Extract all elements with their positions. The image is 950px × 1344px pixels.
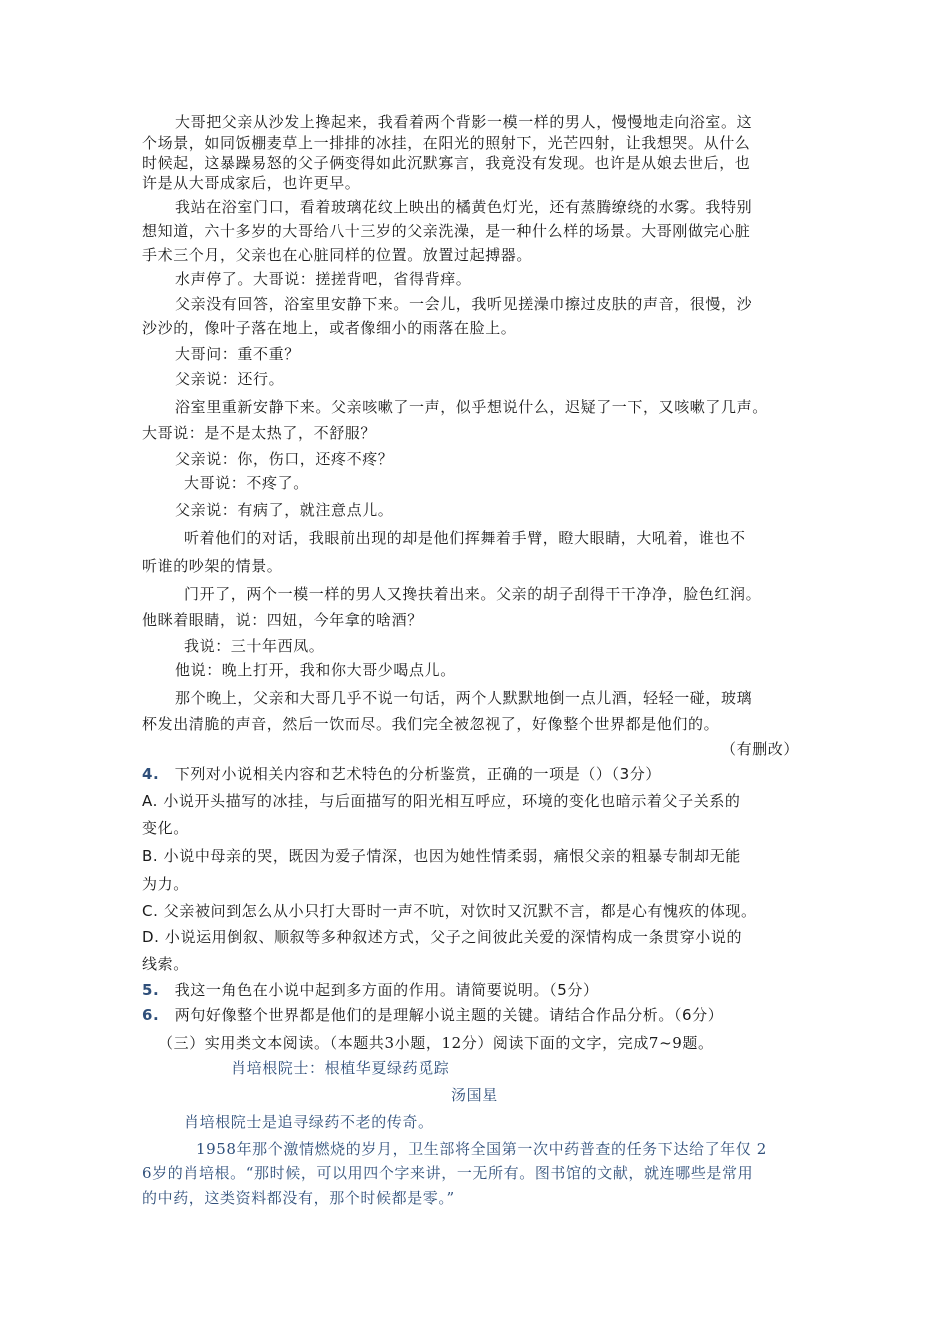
q4-option-d-line2: 线索。 [142,955,189,973]
story-note: （有删改） [721,740,800,758]
q4-text: 下列对小说相关内容和艺术特色的分析鉴赏，正确的一项是（）（3分） [174,765,661,783]
story-p15-line2: 杯发出清脆的声音，然后一饮而尽。我们完全被忽视了，好像整个世界都是他们的。 [142,715,720,733]
story-p3: 水声停了。大哥说：搓搓背吧，省得背痒。 [175,270,472,288]
article-title: 肖培根院士：根植华夏绿药觅踪 [231,1059,450,1077]
story-p7-line1: 浴室里重新安静下来。父亲咳嗽了一声，似乎想说什么，迟疑了一下，又咳嗽了几声。 [175,398,768,416]
article-p2-line3: 的中药，这类资料都没有，那个时候都是零。” [142,1189,455,1207]
story-p14: 他说：晚上打开，我和你大哥少喝点儿。 [175,661,456,679]
story-p1-line3: 时候起，这暴躁易怒的父子俩变得如此沉默寡言，我竟没有发现。也许是从娘去世后，也 [142,154,751,172]
story-p12-line2: 他眯着眼睛，说：四妞，今年拿的啥酒？ [142,611,423,629]
q4-option-a-line1: A. 小说开头描写的冰挂，与后面描写的阳光相互呼应，环境的变化也暗示着父子关系的 [142,792,741,810]
q4-option-a-line2: 变化。 [142,819,189,837]
q5 [142,980,599,1000]
story-p2-line2: 想知道，六十多岁的大哥给八十三岁的父亲洗澡，是一种什么样的场景。大哥刚做完心脏 [142,222,751,240]
story-p12-line1: 门开了，两个一模一样的男人又搀扶着出来。父亲的胡子刮得干干净净，脸色红润。 [184,585,762,603]
q4-number: 4. [142,765,160,783]
story-p9: 大哥说：不疼了。 [184,474,309,492]
q4-option-b-line2: 为力。 [142,875,189,893]
story-p10: 父亲说：有病了，就注意点儿。 [175,501,394,519]
story-p4-line1: 父亲没有回答，浴室里安静下来。一会儿，我听见搓澡巾擦过皮肤的声音，很慢，沙 [175,295,753,313]
q5-number: 5. [142,981,160,999]
article-author: 汤国星 [451,1086,498,1104]
story-p2-line1: 我站在浴室门口，看着玻璃花纹上映出的橘黄色灯光，还有蒸腾缭绕的水雾。我特别 [175,198,753,216]
story-p8: 父亲说：你，伤口，还疼不疼？ [175,450,394,468]
q6-text: 两句好像整个世界都是他们的是理解小说主题的关键。请结合作品分析。（6分） [174,1006,724,1024]
q6 [142,1005,723,1025]
story-p1-line4: 许是从大哥成家后，也许更早。 [142,174,361,192]
story-p1-line1: 大哥把父亲从沙发上搀起来，我看着两个背影一模一样的男人，慢慢地走向浴室。这 [175,113,753,131]
story-p2-line3: 手术三个月，父亲也在心脏同样的位置。放置过起搏器。 [142,246,533,264]
story-p6: 父亲说：还行。 [175,370,285,388]
article-p1: 肖培根院士是追寻绿药不老的传奇。 [184,1113,434,1131]
story-p15-line1: 那个晚上，父亲和大哥几乎不说一句话，两个人默默地倒一点儿酒，轻轻一碰，玻璃 [175,689,753,707]
story-p7-line2: 大哥说：是不是太热了，不舒服？ [142,424,377,442]
story-p1-line2: 个场景，如同饭棚麦草上一排排的冰挂，在阳光的照射下，光芒四射，让我想哭。从什么 [142,134,751,152]
section3-heading: （三）实用类文本阅读。（本题共3小题，12分）阅读下面的文字，完成7~9题。 [158,1034,714,1052]
story-p13: 我说：三十年西凤。 [184,637,325,655]
q4-option-d-line1: D. 小说运用倒叙、顺叙等多种叙述方式，父子之间彼此关爱的深情构成一条贯穿小说的 [142,928,743,946]
q4-option-c: C. 父亲被问到怎么从小只打大哥时一声不吭，对饮时又沉默不言，都是心有愧疚的体现。 [142,902,757,920]
story-p4-line2: 沙沙的，像叶子落在地上，或者像细小的雨落在脸上。 [142,319,517,337]
article-p2-line2: 6岁的肖培根。“那时候，可以用四个字来讲，一无所有。图书馆的文献，就连哪些是常用 [142,1164,754,1182]
q4-option-b-line1: B. 小说中母亲的哭，既因为爱子情深，也因为她性情柔弱，痛恨父亲的粗暴专制却无能 [142,847,741,865]
story-p5: 大哥问：重不重？ [175,345,300,363]
q4-stem [142,764,661,784]
q5-text: 我这一角色在小说中起到多方面的作用。请简要说明。（5分） [174,981,599,999]
article-p2-line1: 1958年那个激情燃烧的岁月，卫生部将全国第一次中药普查的任务下达给了年仅 2 [196,1140,767,1158]
story-p11-line1: 听着他们的对话，我眼前出现的却是他们挥舞着手臂，瞪大眼睛，大吼着，谁也不 [184,529,746,547]
story-p11-line2: 听谁的吵架的情景。 [142,557,283,575]
q6-number: 6. [142,1006,160,1024]
